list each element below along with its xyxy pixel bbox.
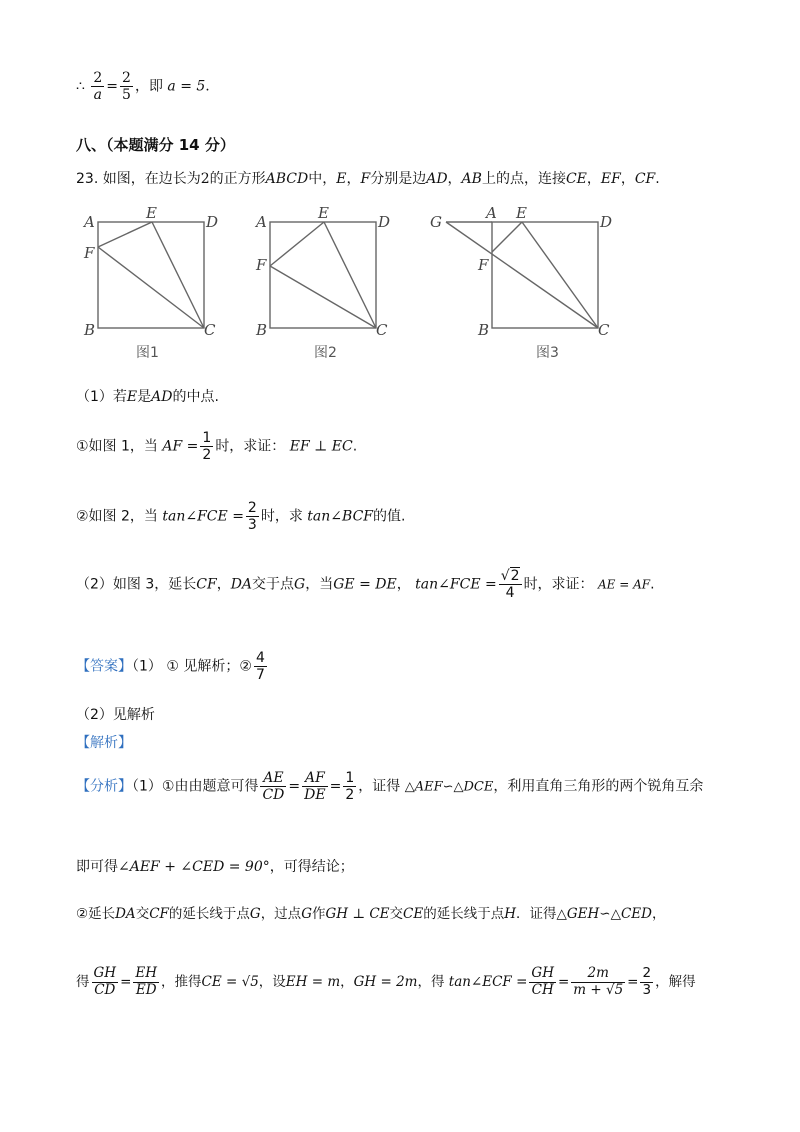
fraction: [200, 430, 213, 463]
numerator: 1: [202, 430, 212, 446]
numerator: 2: [122, 70, 131, 86]
denominator: a: [93, 87, 103, 104]
angle-expr: ∠AEF + ∠CED = 90°: [118, 859, 270, 875]
denominator: 2: [202, 447, 212, 464]
analysis-text: 得: [76, 974, 90, 991]
fraction: [92, 966, 119, 998]
stem-text: 上的点，连接: [481, 171, 566, 187]
point-f: F: [360, 171, 371, 187]
figure-2: [270, 222, 376, 328]
numerator: GH: [531, 965, 554, 981]
segment-ef: EF: [600, 171, 621, 187]
comma: ，: [586, 171, 601, 187]
intro-text: 的中点.: [172, 389, 219, 405]
equation-lhs: AF =: [162, 438, 199, 455]
comma: ，: [346, 171, 361, 187]
therefore-sign: ∴: [76, 78, 85, 95]
fraction: [133, 966, 159, 998]
analysis-text: ，过点: [260, 906, 302, 922]
segment-cf: CF: [196, 576, 217, 593]
comma: ，: [216, 576, 231, 593]
analysis-text: ，推得: [161, 974, 202, 991]
equation-lhs: tan∠FCE =: [415, 576, 497, 593]
comma: ，: [396, 576, 411, 593]
answer-line: [76, 650, 269, 683]
label-c: C: [598, 321, 610, 339]
question-2: [76, 500, 405, 533]
segment-ad: AD: [426, 171, 448, 187]
denominator: 3: [247, 517, 257, 534]
conclusion-line: ∴ $\frac{2}{a}$ = $\frac{2}{5}$ ，即 a = 5.: [76, 70, 210, 104]
figure-3: [446, 222, 598, 328]
segment-ce: [522, 222, 598, 328]
denominator: 3: [642, 981, 652, 998]
numerator: AE: [260, 770, 286, 787]
result-expr: a = 5: [167, 78, 206, 95]
comma: ，: [620, 171, 635, 187]
square: [492, 222, 598, 328]
question-text: 时，求证：: [523, 576, 594, 593]
segment-cf: CF: [634, 171, 656, 187]
analysis-text: （1）①由由题意可得: [132, 778, 259, 795]
segment-ef: [270, 222, 324, 266]
target-expr: tan∠BCF: [307, 508, 373, 525]
comma: ，: [447, 171, 462, 187]
intro-text: 是: [137, 389, 152, 405]
stem-text: 如图，在边长为: [102, 171, 201, 187]
similarity-expr: △GEH∽△CED: [556, 906, 652, 922]
circle-one: ①: [166, 658, 179, 675]
denominator: ED: [135, 981, 157, 998]
fraction: [120, 70, 133, 103]
question-1: [76, 430, 357, 463]
denominator: CD: [262, 787, 285, 804]
segment-ad: AD: [151, 389, 173, 405]
square-name: ABCD: [265, 171, 309, 187]
period: .: [352, 438, 358, 455]
problem-stem: [76, 168, 660, 188]
denominator: 5: [122, 87, 131, 104]
segment-ab: AB: [461, 171, 482, 187]
fraction: [302, 770, 327, 803]
stem-text: 的正方形: [209, 171, 266, 187]
denominator: m + √5: [573, 981, 624, 998]
equals-sign: =: [120, 974, 132, 991]
label-b: B: [256, 321, 268, 339]
point-g: G: [301, 906, 312, 922]
numerator: 4: [255, 650, 265, 666]
problem-number: 23.: [76, 171, 99, 187]
fraction: [254, 650, 267, 683]
label-e: E: [516, 204, 527, 222]
eh-expr: EH = m: [285, 974, 341, 991]
numerator: GH: [93, 965, 117, 981]
caption-1: 图1: [136, 345, 159, 361]
side-length: 2: [200, 171, 210, 187]
claim-expr: EF ⊥ EC: [289, 438, 353, 455]
label-f: F: [256, 256, 267, 274]
equals-sign: =: [627, 974, 639, 991]
analysis-text: ．证得: [515, 906, 557, 922]
label-e: E: [146, 204, 157, 222]
intro-text: （1）若: [76, 389, 127, 405]
question-text: ②如图 2，当: [76, 508, 158, 525]
part2-question: [76, 568, 655, 601]
claim-expr: AE = AF: [598, 577, 651, 592]
tan-expr: tan∠ECF =: [448, 974, 528, 991]
label-a: A: [256, 213, 267, 231]
point-g: G: [249, 906, 261, 922]
point-h: H: [504, 906, 516, 922]
similarity-expr: △AEF∽△DCE: [404, 779, 494, 795]
point-e: E: [336, 171, 347, 187]
equals-sign: =: [288, 778, 301, 795]
numerator: √2: [500, 568, 520, 584]
label-c: C: [376, 321, 388, 339]
segment-cf: [98, 247, 204, 328]
analysis-label: 【分析】: [76, 778, 132, 795]
analysis-text: 作: [311, 906, 326, 922]
label-b: B: [478, 321, 490, 339]
question-text: 时，求: [260, 508, 303, 525]
figures: [80, 202, 640, 362]
denominator: CH: [531, 981, 554, 998]
section-heading: 八、（本题满分 14 分）: [76, 136, 235, 154]
denominator: DE: [304, 787, 326, 804]
label-e: E: [318, 204, 329, 222]
segment-cf: CF: [149, 906, 169, 922]
fraction: [571, 966, 625, 998]
question-text: （2）如图 3，延长: [76, 576, 197, 593]
answer-tag: 【答案】: [76, 658, 132, 675]
numerator: 1: [345, 770, 355, 786]
equals-sign: =: [329, 778, 342, 795]
label-d: D: [206, 213, 219, 231]
answer-line-2: （2）见解析: [76, 707, 155, 723]
question-text: 时，求证：: [215, 438, 286, 455]
numerator: EH: [135, 965, 158, 981]
analysis-text: 交: [389, 906, 404, 922]
fraction: [91, 70, 104, 103]
fraction: [246, 500, 259, 533]
label-b: B: [84, 321, 96, 339]
segment-da: DA: [230, 576, 253, 593]
numerator: 2m: [571, 966, 625, 983]
fraction: [640, 966, 653, 998]
label-a: A: [486, 204, 497, 222]
segment-da: DA: [115, 906, 136, 922]
comma: ，: [340, 974, 354, 991]
label-a: A: [84, 213, 95, 231]
question-text: ①如图 1，当: [76, 438, 158, 455]
segment-ce: CE: [403, 906, 424, 922]
analysis-tag: 【解析】: [76, 735, 132, 751]
period: .: [205, 78, 210, 95]
gh-expr: GH = 2m: [353, 974, 418, 991]
part1-intro: [76, 386, 219, 406]
segment-ef: [492, 222, 522, 252]
analysis-text: ，利用直角三角形的两个锐角互余: [493, 778, 704, 795]
fraction: [529, 966, 556, 998]
denominator: 7: [255, 667, 265, 684]
analysis-text: 的延长线于点: [168, 906, 250, 922]
caption-2: 图2: [314, 345, 337, 361]
caption-3: 图3: [536, 345, 559, 361]
label-d: D: [378, 213, 391, 231]
analysis-line-3: [76, 902, 665, 922]
square: [98, 222, 204, 328]
equals-sign: =: [557, 974, 570, 991]
stem-text: 中，: [308, 171, 337, 187]
answer-text: （1）: [132, 658, 162, 675]
period: .: [650, 576, 655, 593]
analysis-text: ②延长: [76, 906, 116, 922]
question-text: 的值.: [373, 508, 406, 525]
radicand: 2: [510, 568, 520, 584]
label-c: C: [204, 321, 216, 339]
denominator: CD: [94, 981, 116, 998]
equation-lhs: tan∠FCE =: [162, 508, 244, 525]
perpendicular-expr: GH ⊥ CE: [325, 906, 390, 922]
fraction: [343, 770, 356, 803]
label-g: G: [430, 213, 442, 231]
segment-gc: [446, 222, 598, 328]
period: .: [655, 171, 660, 187]
analysis-line-2: [76, 856, 354, 876]
label-f: F: [478, 256, 489, 274]
segment-ce: CE: [565, 171, 587, 187]
comma: ，: [651, 906, 666, 922]
analysis-text: ，证得: [358, 778, 401, 795]
question-text: 交于点: [252, 576, 295, 593]
segment-ce: [152, 222, 204, 328]
analysis-text: 即可得: [76, 859, 118, 875]
label-d: D: [600, 213, 613, 231]
condition-expr: GE = DE: [333, 576, 397, 593]
numerator: 2: [93, 70, 103, 86]
point-g: G: [294, 576, 306, 593]
figure-1: [98, 222, 204, 328]
analysis-text: 的延长线于点: [423, 906, 505, 922]
analysis-text: ，得: [417, 974, 445, 991]
numerator: AF: [302, 770, 327, 787]
fraction: [499, 568, 522, 601]
analysis-text: ，解得: [655, 974, 696, 991]
analysis-line-1: [76, 770, 703, 803]
label-f: F: [84, 244, 95, 262]
question-text: ，当: [305, 576, 334, 593]
analysis-text: 交: [135, 906, 150, 922]
denominator: 2: [345, 787, 355, 804]
point-e: E: [126, 389, 138, 405]
segment-ef: [98, 222, 152, 247]
analysis-line-4: [76, 966, 696, 998]
stem-text: 分别是边: [370, 171, 427, 187]
ce-expr: CE = √5: [201, 974, 259, 991]
numerator: 2: [247, 500, 257, 516]
connector-text: ，即: [134, 78, 163, 95]
numerator: 2: [642, 965, 652, 981]
analysis-text: ，设: [258, 974, 286, 991]
denominator: 4: [505, 585, 515, 602]
analysis-text: ，可得结论；: [269, 859, 354, 875]
fraction: [260, 770, 286, 803]
answer-text: 见解析；②: [183, 658, 252, 675]
